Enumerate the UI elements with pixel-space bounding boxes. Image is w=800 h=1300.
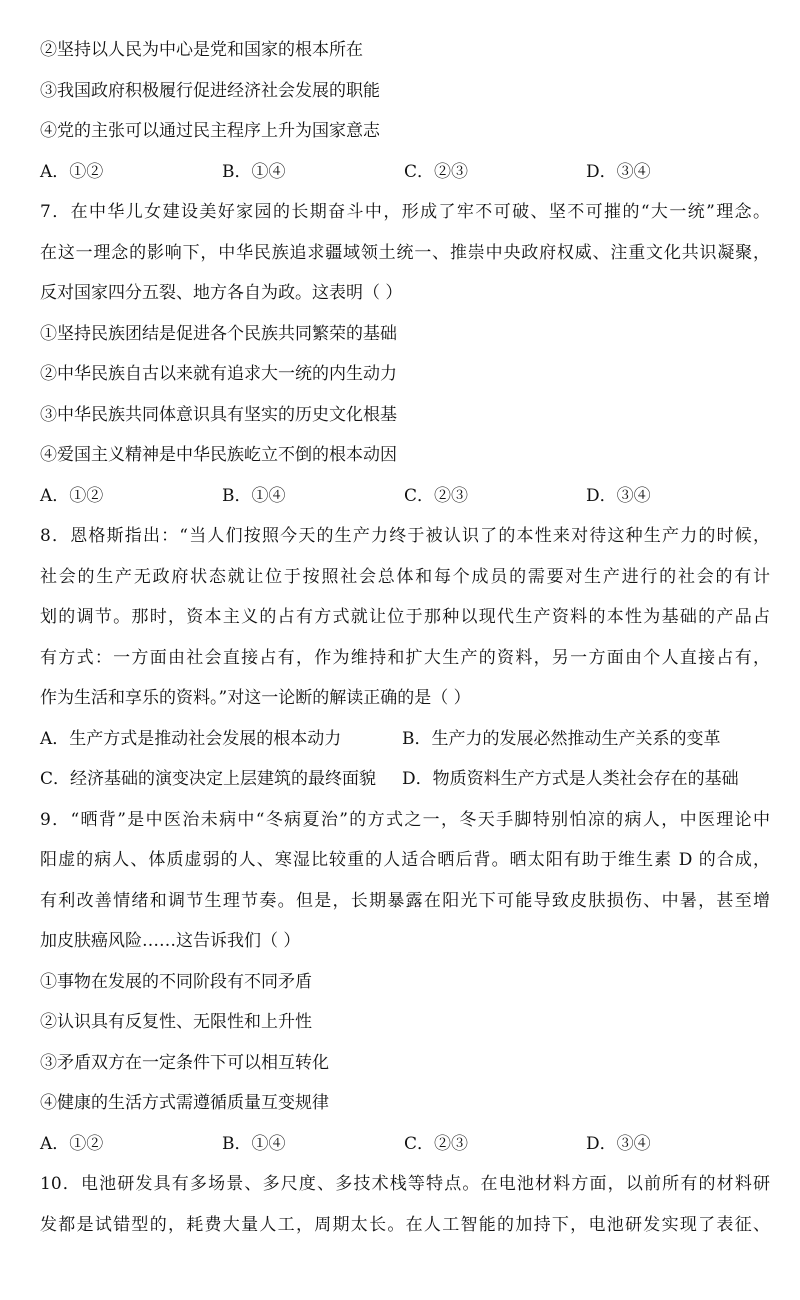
option-d: D．③④ xyxy=(586,1133,651,1154)
option-a: A．①② xyxy=(40,485,104,506)
statement: ④爱国主义精神是中华民族屹立不倒的根本动因 xyxy=(40,445,397,465)
option-b: B．①④ xyxy=(222,1133,286,1154)
statement: ④健康的生活方式需遵循质量互变规律 xyxy=(40,1093,329,1113)
question-stem: 发都是试错型的，耗费大量人工，周期太长。在人工智能的加持下，电池研发实现了表征、 xyxy=(40,1214,770,1235)
statement: ④党的主张可以通过民主程序上升为国家意志 xyxy=(40,121,380,141)
question-stem: 阳虚的病人、体质虚弱的人、寒湿比较重的人适合晒后背。晒太阳有助于维生素 D 的合成， xyxy=(40,850,770,870)
statement: ①坚持民族团结是促进各个民族共同繁荣的基础 xyxy=(40,323,397,344)
answer-options xyxy=(40,719,770,760)
option-b: B．生产力的发展必然推动生产关系的变革 xyxy=(402,728,721,749)
statement: ②坚持以人民为中心是党和国家的根本所在 xyxy=(40,40,363,60)
option-a: A．①② xyxy=(40,161,104,182)
question-9 xyxy=(40,800,770,1165)
option-c: C．②③ xyxy=(404,1133,469,1154)
option-b: B．①④ xyxy=(222,161,286,182)
answer-options xyxy=(40,152,770,193)
exam-page xyxy=(40,30,770,1245)
option-d: D．物质资料生产方式是人类社会存在的基础 xyxy=(402,769,739,789)
question-7 xyxy=(40,192,770,516)
statement: ②中华民族自古以来就有追求大一统的内生动力 xyxy=(40,364,397,384)
question-stem: 在这一理念的影响下，中华民族追求疆域领土统一、推崇中央政府权威、注重文化共识凝聚， xyxy=(40,242,770,263)
option-b: B．①④ xyxy=(222,485,286,506)
question-stem: 社会的生产无政府状态就让位于按照社会总体和每个成员的需要对生产进行的社会的有计 xyxy=(40,566,770,587)
statement: ②认识具有反复性、无限性和上升性 xyxy=(40,1012,312,1032)
option-c: C．②③ xyxy=(404,161,469,182)
question-stem: 8．恩格斯指出：“当人们按照今天的生产力终于被认识了的本性来对待这种生产力的时候， xyxy=(40,526,770,546)
question-stem: 加皮肤癌风险……这告诉我们（ ） xyxy=(40,931,301,951)
option-d: D．③④ xyxy=(586,161,651,182)
option-a: A．①② xyxy=(40,1133,104,1154)
question-stem: 9．“晒背”是中医治未病中“冬病夏治”的方式之一，冬天手脚特别怕凉的病人，中医理论中 xyxy=(40,809,770,830)
question-stem: 划的调节。那时，资本主义的占有方式就让位于那种以现代生产资料的本性为基础的产品占 xyxy=(40,607,770,627)
statement: ①事物在发展的不同阶段有不同矛盾 xyxy=(40,971,312,992)
question-stem: 有利改善情绪和调节生理节奏。但是，长期暴露在阳光下可能导致皮肤损伤、中暑，甚至增 xyxy=(40,890,770,911)
question-stem: 有方式：一方面由社会直接占有，作为维持和扩大生产的资料，另一方面由个人直接占有， xyxy=(40,647,770,668)
question-stem: 作为生活和享乐的资料。”对这一论断的解读正确的是（ ） xyxy=(40,688,471,708)
question-stem: 反对国家四分五裂、地方各自为政。这表明（ ） xyxy=(40,283,403,303)
option-c: C．经济基础的演变决定上层建筑的最终面貌 xyxy=(40,769,377,789)
question-10 xyxy=(40,1164,770,1245)
option-a: A．生产方式是推动社会发展的根本动力 xyxy=(40,728,342,749)
statement: ③我国政府积极履行促进经济社会发展的职能 xyxy=(40,80,380,101)
statement: ③矛盾双方在一定条件下可以相互转化 xyxy=(40,1052,329,1073)
option-d: D．③④ xyxy=(586,485,651,506)
question-8 xyxy=(40,516,770,800)
answer-options xyxy=(40,476,770,517)
answer-options xyxy=(40,759,770,800)
answer-options xyxy=(40,1124,770,1165)
question-stem: 10．电池研发具有多场景、多尺度、多技术栈等特点。在电池材料方面，以前所有的材料研 xyxy=(40,1174,770,1194)
question-stem: 7．在中华儿女建设美好家园的长期奋斗中，形成了牢不可破、坚不可摧的“大一统”理念。 xyxy=(40,202,770,222)
statement: ③中华民族共同体意识具有坚实的历史文化根基 xyxy=(40,404,397,425)
option-c: C．②③ xyxy=(404,485,469,506)
question-6 xyxy=(40,30,770,192)
